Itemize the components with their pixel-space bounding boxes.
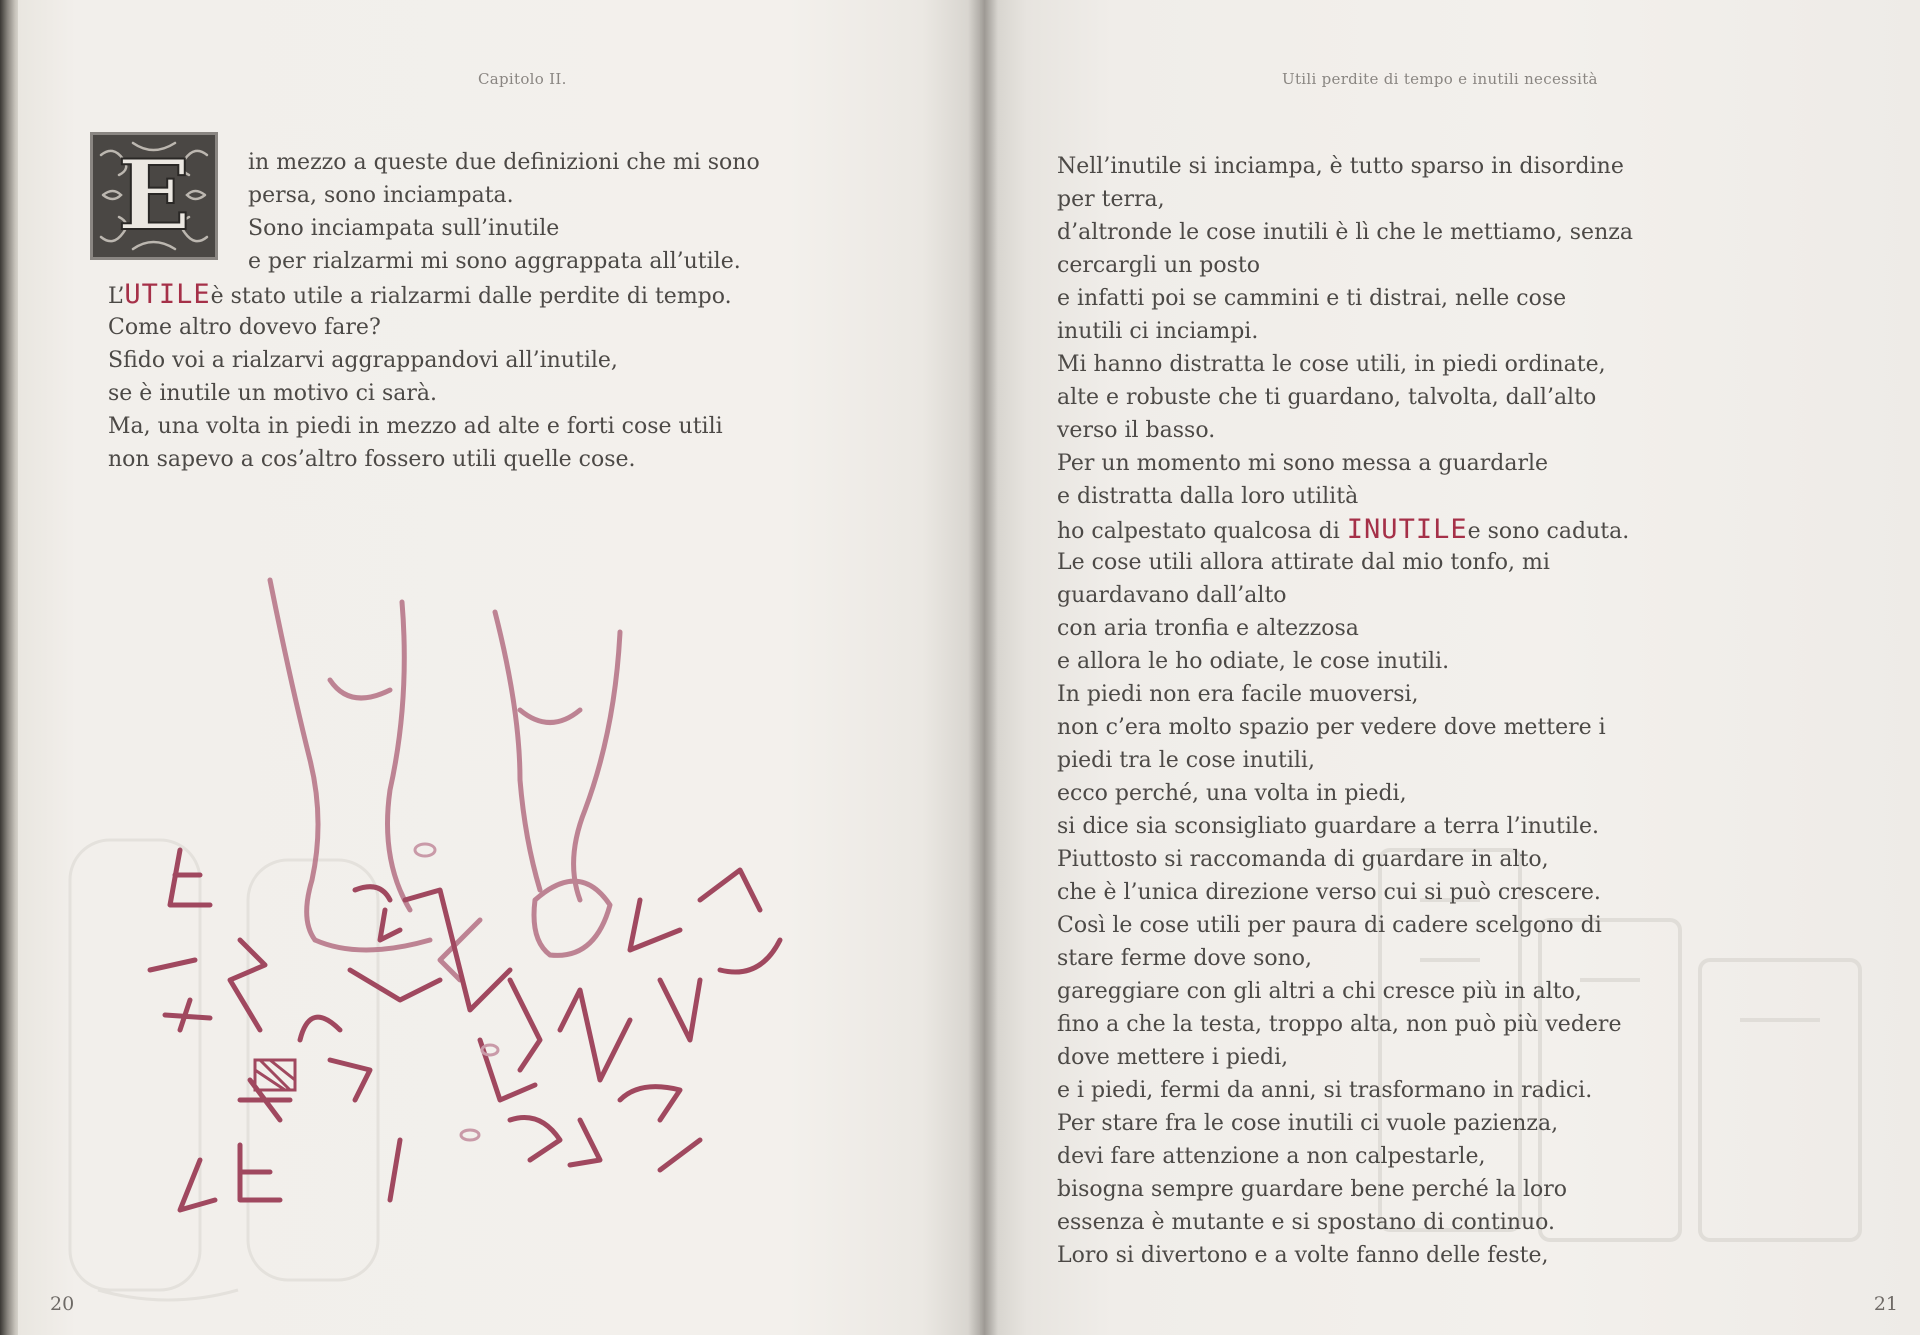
stamped-word: UTILE xyxy=(124,279,211,310)
left-body-text xyxy=(108,146,760,476)
text-line: dove mettere i piedi, xyxy=(1057,1045,1289,1070)
text-line: per terra, xyxy=(1057,187,1165,212)
text-fragment: L’ xyxy=(108,284,125,309)
text-line: cercargli un posto xyxy=(1057,253,1260,278)
gutter-shadow xyxy=(968,0,998,1335)
drop-cap-letter: E xyxy=(117,139,191,252)
right-body-text xyxy=(1057,150,1633,1272)
text-line: e allora le ho odiate, le cose inutili. xyxy=(1057,649,1450,674)
text-line xyxy=(1057,513,1633,546)
text-line: si dice sia sconsigliato guardare a terra l’inutile. xyxy=(1057,814,1599,839)
text-line: ecco perché, una volta in piedi, xyxy=(1057,781,1407,806)
text-line: verso il basso. xyxy=(1057,418,1216,443)
text-line: Per un momento mi sono messa a guardarle xyxy=(1057,451,1549,476)
text-line: se è inutile un motivo ci sarà. xyxy=(108,381,437,406)
text-line: d’altronde le cose inutili è lì che le mettiamo, senza xyxy=(1057,220,1633,245)
text-line: In piedi non era facile muoversi, xyxy=(1057,682,1419,707)
text-line: essenza è mutante e si spostano di continuo. xyxy=(1057,1210,1556,1235)
text-line: alte e robuste che ti guardano, talvolta, dall’alto xyxy=(1057,385,1597,410)
text-line: bisogna sempre guardare bene perché la loro xyxy=(1057,1177,1568,1202)
text-line: devi fare attenzione a non calpestarle, xyxy=(1057,1144,1486,1169)
text-line: non sapevo a cos’altro fossero utili quelle cose. xyxy=(108,447,636,472)
text-line: con aria tronfia e altezzosa xyxy=(1057,616,1359,641)
text-line: Loro si divertono e a volte fanno delle feste, xyxy=(1057,1243,1549,1268)
text-line: Così le cose utili per paura di cadere scelgono di xyxy=(1057,913,1602,938)
text-fragment: è stato utile a rialzarmi dalle perdite di tempo. xyxy=(210,284,732,309)
text-line: e infatti poi se cammini e ti distrai, nelle cose xyxy=(1057,286,1567,311)
text-line: e i piedi, fermi da anni, si trasformano in radici. xyxy=(1057,1078,1593,1103)
text-line: fino a che la testa, troppo alta, non può più vedere xyxy=(1057,1012,1622,1037)
text-line: e per rialzarmi mi sono aggrappata all’utile. xyxy=(248,249,741,274)
text-line: Le cose utili allora attirate dal mio tonfo, mi xyxy=(1057,550,1550,575)
running-head-left: Capitolo II. xyxy=(478,70,567,88)
page-number-left: 20 xyxy=(50,1293,75,1315)
text-line: Per stare fra le cose inutili ci vuole pazienza, xyxy=(1057,1111,1559,1136)
text-line: piedi tra le cose inutili, xyxy=(1057,748,1315,773)
text-line: stare ferme dove sono, xyxy=(1057,946,1313,971)
text-line: in mezzo a queste due definizioni che mi sono xyxy=(248,150,760,175)
text-fragment: e sono caduta. xyxy=(1467,519,1630,544)
text-line: persa, sono inciampata. xyxy=(248,183,514,208)
stamped-word: INUTILE xyxy=(1346,514,1468,545)
text-line: Piuttosto si raccomanda di guardare in alto, xyxy=(1057,847,1549,872)
text-line: Come altro dovevo fare? xyxy=(108,315,381,340)
text-line: inutili ci inciampi. xyxy=(1057,319,1259,344)
text-line: Sfido voi a rialzarvi aggrappandovi all’inutile, xyxy=(108,348,618,373)
text-line: Ma, una volta in piedi in mezzo ad alte e forti cose utili xyxy=(108,414,723,439)
text-line: e distratta dalla loro utilità xyxy=(1057,484,1359,509)
text-line: guardavano dall’alto xyxy=(1057,583,1287,608)
feet-among-letters-drawing xyxy=(140,560,800,1240)
text-line: Nell’inutile si inciampa, è tutto sparso in disordine xyxy=(1057,154,1624,179)
running-head-right: Utili perdite di tempo e inutili necessità xyxy=(1282,70,1598,88)
text-line: gareggiare con gli altri a chi cresce più in alto, xyxy=(1057,979,1582,1004)
text-fragment: ho calpestato qualcosa di xyxy=(1057,519,1347,544)
text-line xyxy=(108,278,760,311)
text-line: che è l’unica direzione verso cui si può crescere. xyxy=(1057,880,1601,905)
page-number-right: 21 xyxy=(1873,1293,1898,1315)
text-line: Sono inciampata sull’inutile xyxy=(248,216,560,241)
text-line: non c’era molto spazio per vedere dove mettere i xyxy=(1057,715,1606,740)
text-line: Mi hanno distratta le cose utili, in piedi ordinate, xyxy=(1057,352,1606,377)
